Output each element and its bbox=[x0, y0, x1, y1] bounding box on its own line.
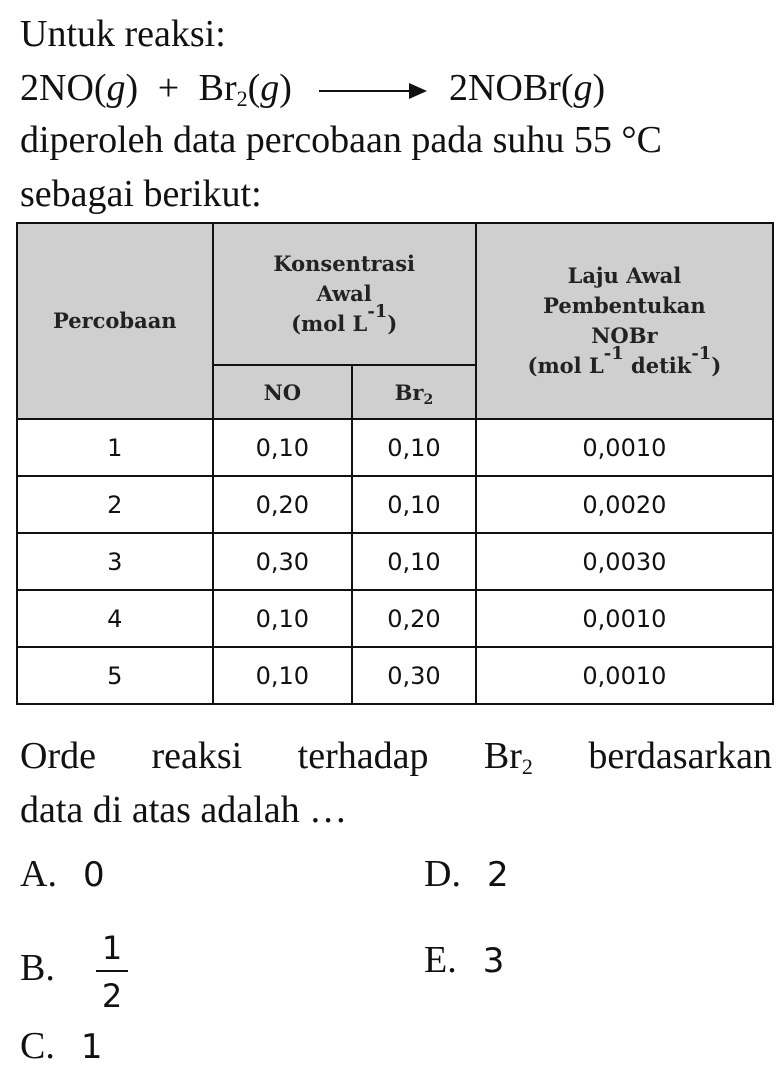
question-word: terhadap bbox=[297, 735, 429, 777]
option-value: 0 bbox=[82, 855, 105, 895]
option-d[interactable] bbox=[424, 852, 509, 897]
cell-br2: 0,10 bbox=[352, 419, 476, 476]
header-konsentrasi-unit: (mol $L^{-1}$) bbox=[291, 301, 398, 336]
cell-percobaan: 5 bbox=[17, 647, 213, 704]
cell-no: 0,20 bbox=[213, 476, 353, 533]
fraction-numerator: 1 bbox=[101, 929, 123, 967]
question-word-br2: $Br_2$ bbox=[483, 735, 533, 779]
cell-no: 0,10 bbox=[213, 590, 353, 647]
option-b-fraction bbox=[96, 928, 128, 1016]
paren-close: ) bbox=[125, 67, 139, 109]
table-row bbox=[17, 533, 773, 590]
cell-br2: 0,20 bbox=[352, 590, 476, 647]
table-row bbox=[17, 419, 773, 476]
option-label: C. bbox=[20, 1025, 55, 1067]
question-line-1 bbox=[20, 730, 772, 782]
cell-percobaan: 1 bbox=[17, 419, 213, 476]
table-row bbox=[17, 476, 773, 533]
option-c[interactable] bbox=[20, 1024, 103, 1069]
intro-text: Untuk reaksi: bbox=[20, 13, 226, 55]
data-table bbox=[16, 222, 774, 705]
option-value: 2 bbox=[486, 855, 509, 895]
cell-percobaan: 2 bbox=[17, 476, 213, 533]
subscript: 2 bbox=[236, 86, 248, 111]
fraction-bar bbox=[96, 970, 128, 972]
header-laju-line1: Laju Awal bbox=[567, 263, 682, 288]
header-konsentrasi bbox=[213, 223, 476, 365]
header-laju-unit: (mol $L^{-1}$ detik$^{-1}$) bbox=[527, 343, 722, 378]
sentence-line-2: sebagai berikut: bbox=[20, 173, 262, 215]
header-konsentrasi-line2: Awal bbox=[316, 281, 372, 306]
option-label: D. bbox=[424, 853, 461, 895]
option-e[interactable] bbox=[424, 938, 504, 983]
table-row bbox=[17, 647, 773, 704]
cell-br2: 0,30 bbox=[352, 647, 476, 704]
header-laju-line3: NOBr bbox=[591, 323, 658, 348]
sentence-line-1: diperoleh data percobaan pada suhu 55 °C bbox=[20, 119, 662, 161]
option-a[interactable] bbox=[20, 852, 105, 897]
cell-br2: 0,10 bbox=[352, 476, 476, 533]
cell-rate: 0,0010 bbox=[476, 647, 773, 704]
fraction-denominator: 2 bbox=[101, 977, 123, 1015]
option-label: E. bbox=[424, 939, 457, 981]
paren-open: ( bbox=[247, 67, 261, 109]
phase-gas: g bbox=[573, 67, 593, 109]
plus-sign: + bbox=[157, 67, 180, 109]
cell-rate: 0,0020 bbox=[476, 476, 773, 533]
phase-gas: g bbox=[260, 67, 280, 109]
option-label: A. bbox=[20, 853, 57, 895]
option-label: B. bbox=[20, 947, 55, 989]
cell-rate: 0,0030 bbox=[476, 533, 773, 590]
cell-no: 0,10 bbox=[213, 419, 353, 476]
reactant-no: 2NO( bbox=[20, 67, 107, 109]
question-word: Orde bbox=[20, 735, 96, 777]
header-konsentrasi-line1: Konsentrasi bbox=[273, 251, 416, 276]
reactant-br2: Br bbox=[198, 67, 237, 109]
phase-gas: g bbox=[106, 67, 126, 109]
option-b[interactable] bbox=[20, 946, 55, 990]
question-word: berdasarkan bbox=[588, 735, 772, 777]
header-laju-line2: Pembentukan bbox=[543, 293, 706, 318]
cell-rate: 0,0010 bbox=[476, 419, 773, 476]
question-word: reaksi bbox=[151, 735, 243, 777]
paren-close: ) bbox=[592, 67, 606, 109]
cell-percobaan: 3 bbox=[17, 533, 213, 590]
cell-percobaan: 4 bbox=[17, 590, 213, 647]
product-nobr: 2NOBr( bbox=[448, 67, 574, 109]
header-percobaan: Percobaan bbox=[17, 223, 213, 419]
cell-rate: 0,0010 bbox=[476, 590, 773, 647]
header-laju bbox=[476, 223, 773, 419]
cell-no: 0,30 bbox=[213, 533, 353, 590]
cell-no: 0,10 bbox=[213, 647, 353, 704]
reaction-arrow-icon bbox=[319, 81, 427, 101]
question-line-2: data di atas adalah … bbox=[20, 789, 348, 831]
cell-br2: 0,10 bbox=[352, 533, 476, 590]
table-row bbox=[17, 590, 773, 647]
reaction-equation bbox=[20, 66, 605, 110]
paren-close: ) bbox=[279, 67, 292, 109]
header-br2: $Br_2$ bbox=[352, 365, 476, 419]
option-value: 1 bbox=[80, 1027, 103, 1067]
option-value: 3 bbox=[482, 941, 505, 981]
header-no: NO bbox=[213, 365, 353, 419]
